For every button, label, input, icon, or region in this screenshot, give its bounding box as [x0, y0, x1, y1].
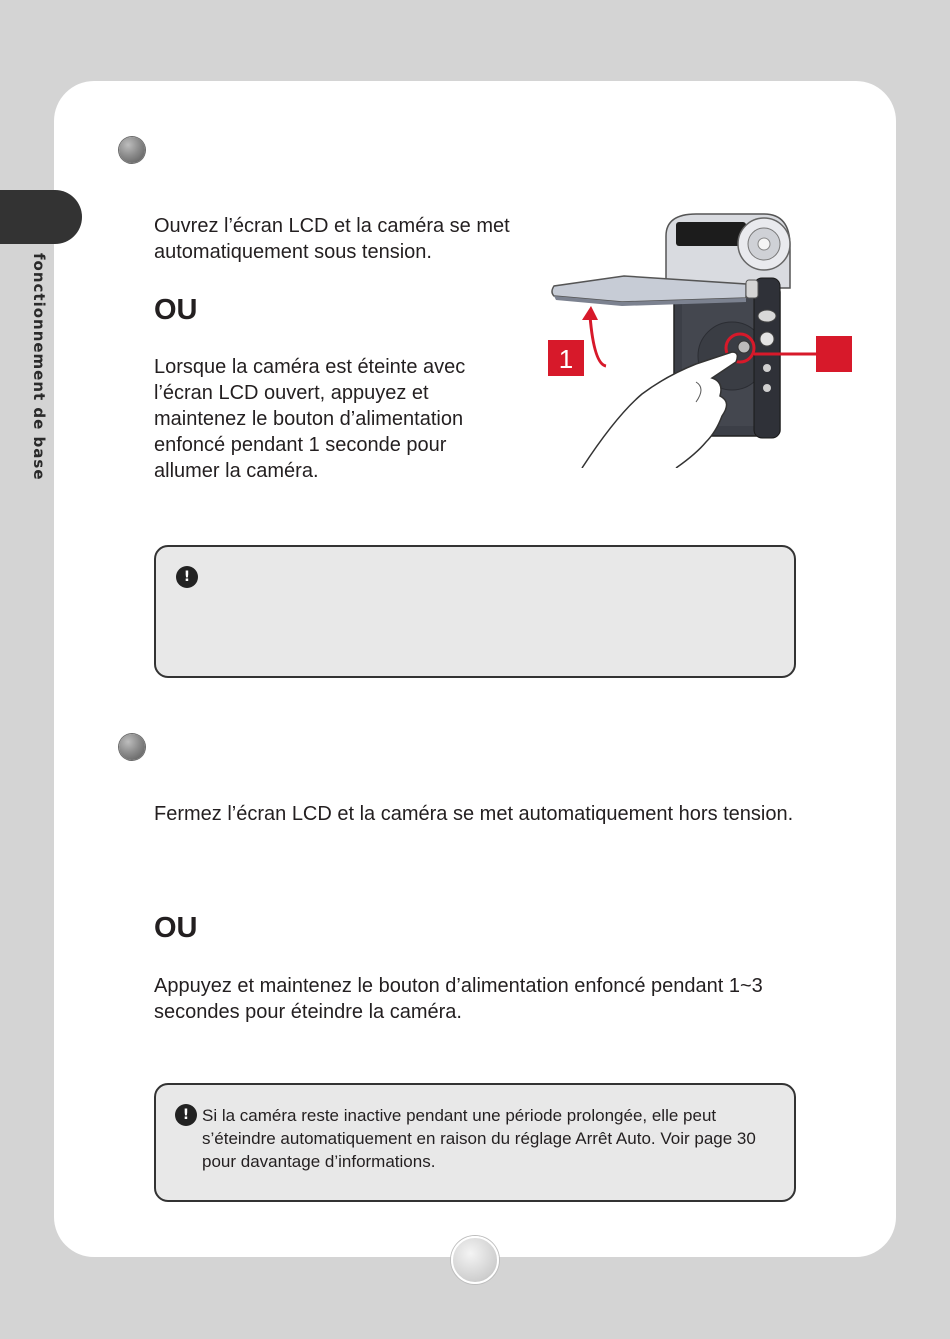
note-box [154, 545, 796, 678]
chapter-label: fonctionnement de base [30, 253, 48, 481]
or-label: OU [154, 294, 198, 326]
chapter-tab [0, 190, 82, 244]
camera-illustration [546, 206, 856, 468]
page-number-badge [451, 1236, 499, 1284]
or-label: OU [154, 912, 198, 944]
power-button-instruction: Lorsque la caméra est éteinte avec l’écran LCD ouvert, appuyez et maintenez le bouton d’alimentation enfoncé pendant 1 seconde pour allumer la caméra. [154, 356, 466, 482]
power-off-instruction: Fermez l’écran LCD et la caméra se met automatiquement hors tension. [154, 803, 794, 825]
exclamation-icon: ! [176, 566, 198, 588]
exclamation-icon: ! [175, 1104, 197, 1126]
auto-off-note-text: Si la caméra reste inactive pendant une période prolongée, elle peut s’éteindre automatiquement en raison du réglage Arrêt Auto. Voir page 30 pour davantage d’informations. [202, 1106, 756, 1171]
power-on-instruction: Ouvrez l’écran LCD et la caméra se met automatiquement sous tension. [154, 215, 510, 263]
power-button-off-instruction: Appuyez et maintenez le bouton d’alimentation enfoncé pendant 1~3 secondes pour éteindre la caméra. [154, 975, 763, 1023]
section-bullet-icon [119, 734, 145, 760]
section-bullet-icon [119, 137, 145, 163]
step-number: 1 [558, 344, 574, 374]
